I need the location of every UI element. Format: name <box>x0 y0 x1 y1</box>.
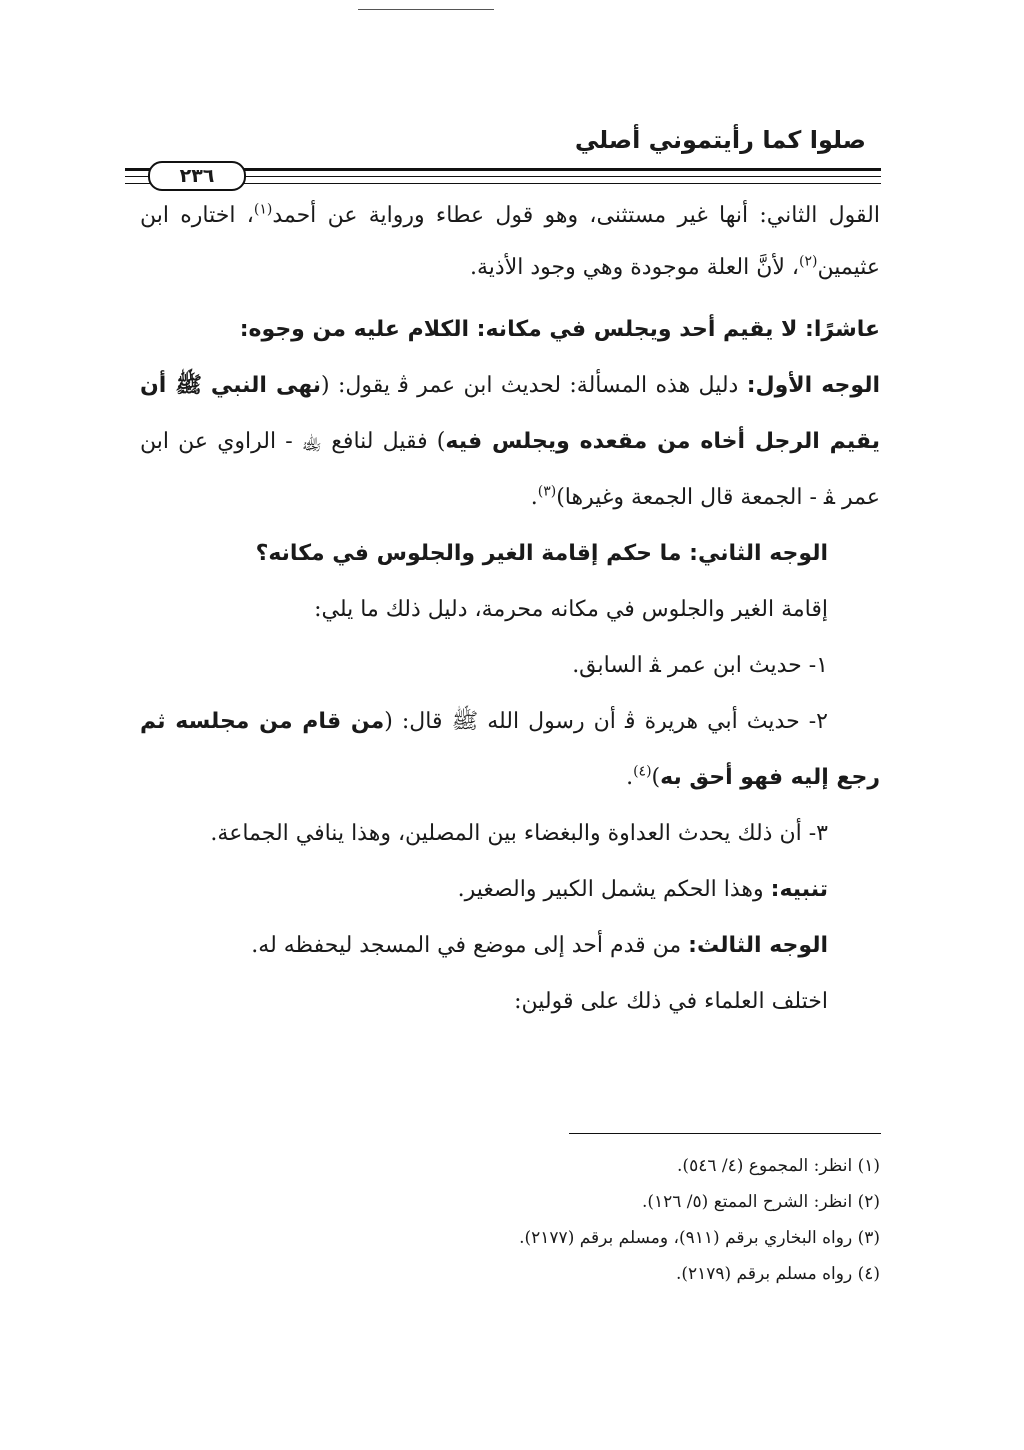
note-label: تنبيه: <box>770 877 828 902</box>
aspect-label: الوجه الأول: <box>746 373 880 398</box>
footnote-ref: (٣) <box>537 483 557 500</box>
text-span: ) <box>651 765 661 790</box>
footnote-3: (٣) رواه البخاري برقم (٩١١)، ومسلم برقم (٢١٧٧). <box>519 1228 880 1248</box>
paragraph-first-aspect <box>140 358 880 526</box>
note-paragraph <box>140 862 880 918</box>
aspect-label: الوجه الثالث: <box>688 933 828 958</box>
paragraph-third-aspect <box>140 918 880 974</box>
footnote-separator <box>569 1133 881 1134</box>
text-span: . <box>530 485 538 510</box>
text-span: من قدم أحد إلى موضع في المسجد ليحفظه له. <box>251 933 689 958</box>
text-span: . <box>626 765 634 790</box>
footnote-ref: (٤) <box>633 763 652 780</box>
top-edge-line <box>358 9 494 10</box>
footnotes <box>140 1148 880 1292</box>
list-item-3: ٣- أن ذلك يحدث العداوة والبغضاء بين المصلين، وهذا ينافي الجماعة. <box>210 821 828 846</box>
hadith-quote: من قام من مجلسه ثم رجع إليه فهو أحق به <box>140 709 880 790</box>
text-span: القول الثاني: أنها غير مستثنى، وهو قول عطاء ورواية عن أحمد <box>272 203 880 228</box>
heading-second-aspect: الوجه الثاني: ما حكم إقامة الغير والجلوس في مكانه؟ <box>255 541 828 566</box>
footnote-ref: (٢) <box>799 253 818 270</box>
text-span: ، اختاره ابن عثيمين <box>140 203 880 280</box>
footnote-4: (٤) رواه مسلم برقم (٢١٧٩). <box>675 1264 880 1284</box>
section-heading-tenth: عاشرًا: لا يقيم أحد ويجلس في مكانه: الكلام عليه من وجوه: <box>239 317 880 342</box>
text-span: دليل هذه المسألة: لحديث ابن عمر ﭬ يقول: ( <box>321 373 747 398</box>
list-item-2 <box>140 694 880 806</box>
paragraph-second-opinion <box>140 190 880 294</box>
hadith-quote: نهى النبي ﷺ أن يقيم الرجل أخاه من مقعده ويجلس فيه <box>140 373 880 454</box>
footnote-1: (١) انظر: المجموع (٤/ ٥٤٦). <box>677 1156 880 1176</box>
page-number: ٢٣٦ <box>148 161 246 191</box>
text-span: ٢- حديث أبي هريرة ﭬ أن رسول الله ﷺ قال: ( <box>384 709 828 734</box>
main-text <box>140 190 880 1030</box>
paragraph-ruling: إقامة الغير والجلوس في مكانه محرمة، دليل ذلك ما يلي: <box>314 597 828 622</box>
text-span: ، لأنَّ العلة موجودة وهي وجود الأذية. <box>469 255 800 280</box>
text-span: ) فقيل لنافع ﵀ - الراوي عن ابن عمر ﭭ - الجمعة قال الجمعة وغيرها) <box>140 429 880 510</box>
list-item-1: ١- حديث ابن عمر ﭭ السابق. <box>572 653 828 678</box>
running-header-title: صلوا كما رأيتموني أصلي <box>574 126 866 154</box>
text-span: وهذا الحكم يشمل الكبير والصغير. <box>457 877 771 902</box>
footnote-ref: (١) <box>253 201 273 218</box>
paragraph-two-opinions: اختلف العلماء في ذلك على قولين: <box>514 989 828 1014</box>
footnote-2: (٢) انظر: الشرح الممتع (٥/ ١٢٦). <box>641 1192 880 1212</box>
